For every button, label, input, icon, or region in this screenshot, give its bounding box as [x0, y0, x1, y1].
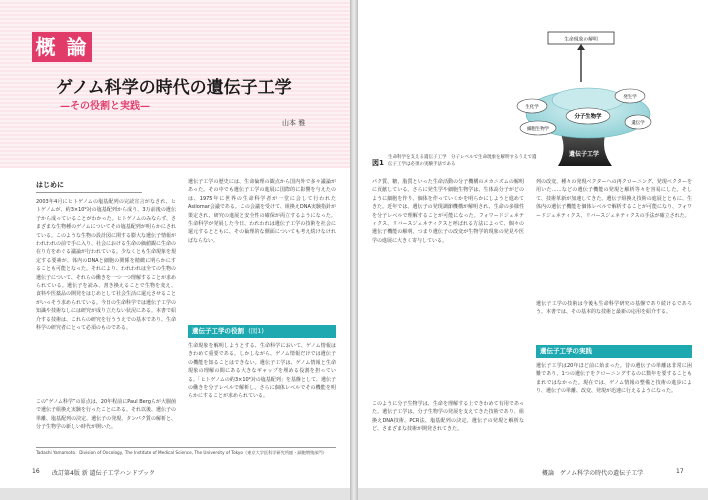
page-number-right: 17 [676, 468, 684, 475]
node-genetics-label: 遺伝学 [631, 121, 645, 126]
section-heading-practice: 遺伝子工学の実践 [536, 345, 692, 358]
section-heading-role-tag: (図1) [248, 327, 264, 335]
footnote-rule [36, 447, 336, 448]
section-heading-role-text: 遺伝子工学の役割 [192, 327, 244, 335]
chapter-header [0, 0, 350, 168]
right-page [358, 0, 708, 488]
book-gutter [350, 0, 358, 500]
chapter-subtitle: —その役割と実践— [60, 101, 150, 112]
body-column-3-tail: このように分子生物学は、生命を理解する上できわめて有用であった。遺伝子工学は、分子生物学の発展を支えてきた技術であり、組換えDNA技術、PCR法、塩基配列の決定、遺伝子の発現と解析など、さまざまな技術が開発されてきた。 [372, 401, 524, 433]
body-column-4-tail: 遺伝子工学の技術は今後も生命科学研究の基盤であり続けるであろう。本書では、その基本的な技術と最新の応用を紹介する。 [536, 301, 692, 316]
body-column-1-tail: この“ゲノム科学”の原点は、20年程前にPaul Bergらが大腸菌で遺伝子組換え実験を行ったことにある。それ以後、遺伝子の単離、塩基配列の決定、遺伝子の発現、タンパク質の解析と、分子生物学の新しい時代が開いた。 [36, 399, 176, 431]
chapter-label: 概 論 [32, 32, 92, 62]
node-cell-biology-label: 細胞生物学 [527, 127, 549, 132]
intro-heading: はじめに [36, 180, 142, 193]
running-head-right: 概論 ゲノム科学の時代の遺伝子工学 [542, 470, 644, 477]
node-biochemistry-label: 生化学 [525, 105, 539, 110]
section-heading-role [188, 325, 336, 338]
arrow-head-icon [577, 44, 585, 50]
body-column-3: パク質、糖、脂質といった生命活動の分子機構のメカニズムの解明に貢献している。さらに発生学や細胞生物学は、生体高分子がどのように細胞を作り、個体を作っていくかを明らかにしようと進めてきた。近年では、遺伝子の発現調節機構が解明され、生命の多様性を分子レベルで理解することが可能になった。フォワードジェネティクス、リバースジェネティクスと呼ばれる方法によって、個々の遺伝子機能の解明、つまり遺伝子の改変が生物学的現象の発見や医学の進展に大きく寄与している。 [372, 179, 524, 244]
chapter-title: ゲノム科学の時代の遺伝子工学 [56, 78, 292, 98]
body-column-1: 2003年4月にヒトゲノムの塩基配列の完読宣言がなされ、ヒトゲノムが、約3×10⁹対の塩基配列から成り、3万前後の遺伝子から成っていることがわかった。ヒトゲノムのみならず、さまざまな生物種のゲノムについてその塩基配列が明らかにされている。このような生物の設計図に関する膨大な遺伝子情報がわれわれの前で手に入り、社会における生命の価値観に生命の在り方をめぐる議論が行われている。少なくとも生命現象を規定する要素が、体内のDNAと細胞の関係を精緻に明らかにすることも可能となった。それにより、われわれは全ての生物の遺伝子について、それらの働きを一つ一つ理解することが求められている。遺伝子を読み、書き換えることで生物を変え、食料や医薬品の開発をはじめとして社会生活に還元させることがいっそう求められている。今日の生命科学では遺伝子工学の知識や技術なしには研究が成り立たない状況にある。本書で紹介する技術は、これらの研究を行ううえでの基本であり、生命科学の研究者にとって必須のものである。 [36, 199, 176, 332]
figure-1-diagram [476, 20, 696, 170]
running-head-left: 改訂第4版 新 遺伝子工学ハンドブック [52, 470, 156, 477]
figure-caption: 生命科学を支える遺伝子工学 分子レベルで生命現象を解明するうえで遺伝子工学は必須の実験手法である [388, 155, 537, 167]
node-molecular-biology-label: 分子生物学 [574, 114, 602, 120]
body-column-4: 列の改変、種々の発現ベクターへの再クローニング、発現ベクターを用いた……などの遺伝子機能の発現と解析等々を容易にした。そして、技術革新が加速してきた。遺伝子組換え技術の進展とともに、生体内の遺伝子機能を個体レベルで解析することが可能になり、フォワードジェネティクス、リバースジェネティクスの手法が確立された。 [536, 179, 692, 219]
page-number-left: 16 [32, 468, 40, 475]
author-name: 山本 雅 [282, 119, 306, 127]
body-column-2-section: 生命現象を解明しようとする、生命科学において、ゲノム情報はきわめて重要である。しかしながら、ゲノム情報だけでは遺伝子の機能を知ることはできない。遺伝子工学は、ゲノム情報と生命現象の理解の間にある大きなギャップを埋める役割を担っている。「ヒトゲノムの約3×10⁹対の塩基配列」を基盤として、遺伝子の働きを分子レベルで解析し、さらに個体レベルでその機能を明らかにすることが求められている。 [188, 343, 336, 400]
author-affiliation-footnote: Tadashi Yamamoto：Division of Oncology, The Institute of Medical Science, The University of Tokyo（東京大学医科学研究所癌・細胞増殖部門） [36, 450, 327, 455]
body-column-2: 遺伝子工学の歴史には、生命倫理の観点から国内外で多々議論があった。その中でも遺伝子工学の進展に国際的に影響を与えたのは、1975年に世界の生命科学者が一堂に会して行われたAsilomar会議である。この会議を受けて、組換えDNA実験指針が策定され、研究の進展と安全性の確保が両立するようになった。生命科学が発展した今日、われわれは遺伝子工学の技術を社会に還元するとともに、その倫理的な側面についても考え続けなければならない。 [188, 179, 336, 244]
left-page [0, 0, 350, 488]
figure-number: 図1 [372, 159, 384, 167]
body-column-4-section: 遺伝子工学は20年ほど前に始まった。昔の遺伝子の単離は非常に困難であり、1つの遺伝子をクローニングするのに数年を要することもまれではなかった。現在では、ゲノム情報の整備と技術の進歩により、遺伝子の単離、改変、発現が迅速に行えるようになった。 [536, 363, 692, 395]
trunk-label: 遺伝子工学 [568, 151, 600, 158]
goal-box-label: 生命現象の解明 [564, 37, 598, 43]
node-embryology-label: 発生学 [623, 95, 637, 100]
